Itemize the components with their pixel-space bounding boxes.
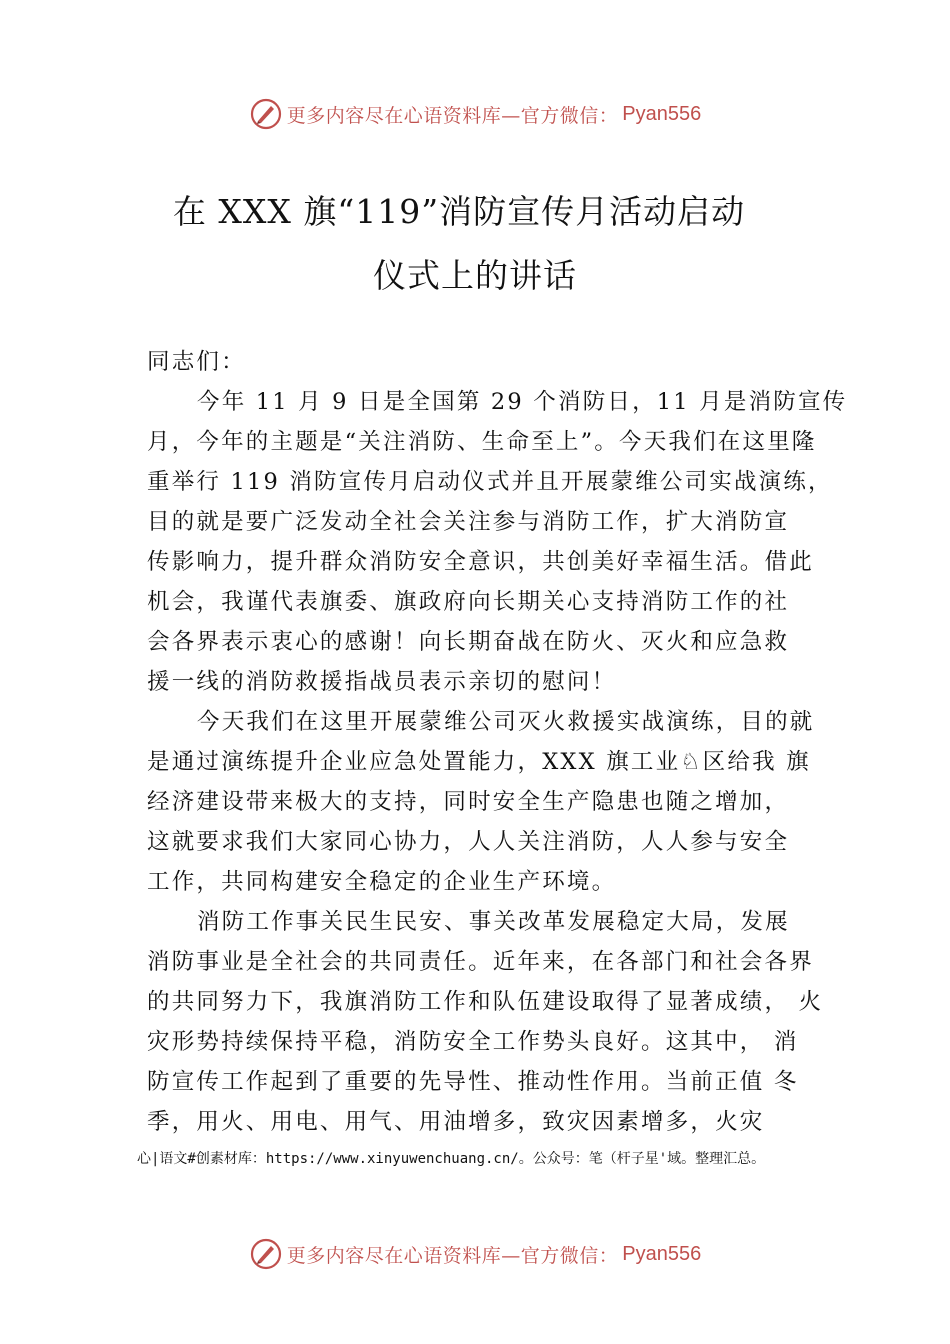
body-line: 今年 11 月 9 日是全国第 29 个消防日，11 月是消防宣传	[197, 389, 848, 415]
banner-wechat-id: Pyan556	[622, 102, 702, 125]
speech-body	[147, 342, 848, 1142]
body-line: 消防事业是全社会的共同责任。近年来，在各部门和社会各界	[147, 949, 814, 975]
body-line: 目的就是要广泛发动全社会关注参与消防工作，扩大消防宣	[147, 509, 790, 535]
banner-text: 更多内容尽在心语资料库—官方微信：	[286, 1244, 619, 1267]
body-line: 重举行 119 消防宣传月启动仪式并且开展蒙维公司实战演练，	[147, 469, 833, 495]
brush-logo-icon	[249, 97, 283, 131]
brush-logo-icon	[249, 1237, 283, 1271]
body-line: 今天我们在这里开展蒙维公司灭火救援实战演练，目的就	[197, 709, 815, 735]
salutation: 同志们：	[147, 349, 246, 375]
body-line: 防宣传工作起到了重要的先导性、推动性作用。当前正值 冬	[147, 1069, 799, 1095]
banner-wechat-id: Pyan556	[622, 1242, 702, 1265]
footer-source-note: 心|语文#创素材库：https://www.xinyuwenchuang.cn/。公众号：笔（杆子星'域。整理汇总。	[137, 1151, 766, 1167]
body-line: 月，今年的主题是“关注消防、生命至上”。今天我们在这里隆	[147, 429, 817, 455]
banner-text: 更多内容尽在心语资料库—官方微信：	[286, 104, 619, 127]
body-line: 工作，共同构建安全稳定的企业生产环境。	[147, 869, 617, 895]
bottom-watermark-banner	[0, 1234, 950, 1274]
body-line: 经济建设带来极大的支持，同时安全生产隐患也随之增加，	[147, 789, 790, 815]
body-line: 传影响力，提升群众消防安全意识，共创美好幸福生活。借此	[147, 549, 814, 575]
body-line: 灾形势持续保持平稳，消防安全工作势头良好。这其中， 消	[147, 1029, 799, 1055]
body-line: 是通过演练提升企业应急处置能力，XXX 旗工业♘区给我 旗	[147, 749, 811, 775]
body-line: 这就要求我们大家同心协力，人人关注消防，人人参与安全	[147, 829, 790, 855]
body-line: 的共同努力下，我旗消防工作和队伍建设取得了显著成绩， 火	[147, 989, 824, 1015]
page-title-line-1: 在 XXX 旗“119”消防宣传月活动启动	[172, 192, 746, 231]
top-watermark-banner	[0, 94, 950, 134]
body-line: 会各界表示衷心的感谢！向长期奋战在防火、灭火和应急救	[147, 629, 790, 655]
body-line: 季，用火、用电、用气、用油增多，致灾因素增多，火灾	[147, 1109, 765, 1135]
body-line: 援一线的消防救援指战员表示亲切的慰问！	[147, 669, 617, 695]
body-line: 消防工作事关民生民安、事关改革发展稳定大局，发展	[197, 909, 790, 935]
body-line: 机会，我谨代表旗委、旗政府向长期关心支持消防工作的社	[147, 589, 790, 615]
page-title-line-2: 仪式上的讲话	[373, 256, 577, 295]
